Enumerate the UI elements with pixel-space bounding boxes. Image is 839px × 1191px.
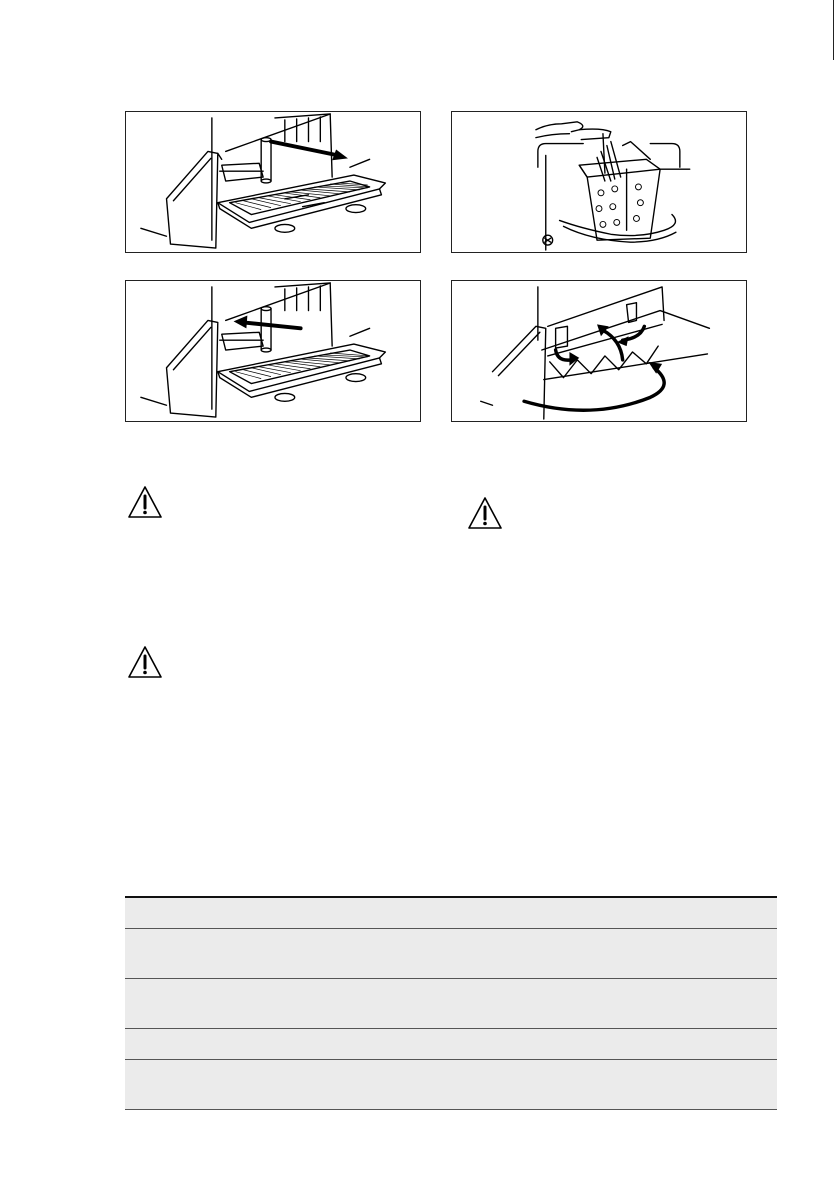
- table-cell: [125, 979, 451, 1029]
- basket-rotate-illustration: [452, 281, 746, 421]
- filter-insert-figure: [125, 280, 421, 422]
- table-row: [125, 897, 777, 929]
- table-cell: [125, 1029, 451, 1060]
- table-cell: [125, 929, 451, 979]
- table-cell: [451, 979, 777, 1029]
- table-cell: [451, 897, 777, 929]
- table-row: [125, 929, 777, 979]
- table-row: [125, 1060, 777, 1110]
- page-edge-tab: [833, 0, 839, 60]
- table-cell: [125, 1060, 451, 1110]
- filter-insert-illustration: [126, 281, 420, 421]
- basket-rotate-figure: [451, 280, 747, 422]
- table-row: [125, 1029, 777, 1060]
- filter-remove-figure: [125, 111, 421, 253]
- table-cell: [125, 897, 451, 929]
- table-cell: [451, 929, 777, 979]
- table-cell: [451, 1060, 777, 1110]
- spec-table: [125, 896, 777, 1110]
- warning-triangle-icon: [127, 645, 163, 679]
- warning-triangle-icon: [467, 496, 503, 530]
- filter-wash-figure: [451, 111, 747, 253]
- warning-triangle-icon: [127, 485, 163, 519]
- table-cell: [451, 1029, 777, 1060]
- filter-remove-illustration: [126, 112, 420, 252]
- table-row: [125, 979, 777, 1029]
- filter-wash-illustration: [452, 112, 746, 252]
